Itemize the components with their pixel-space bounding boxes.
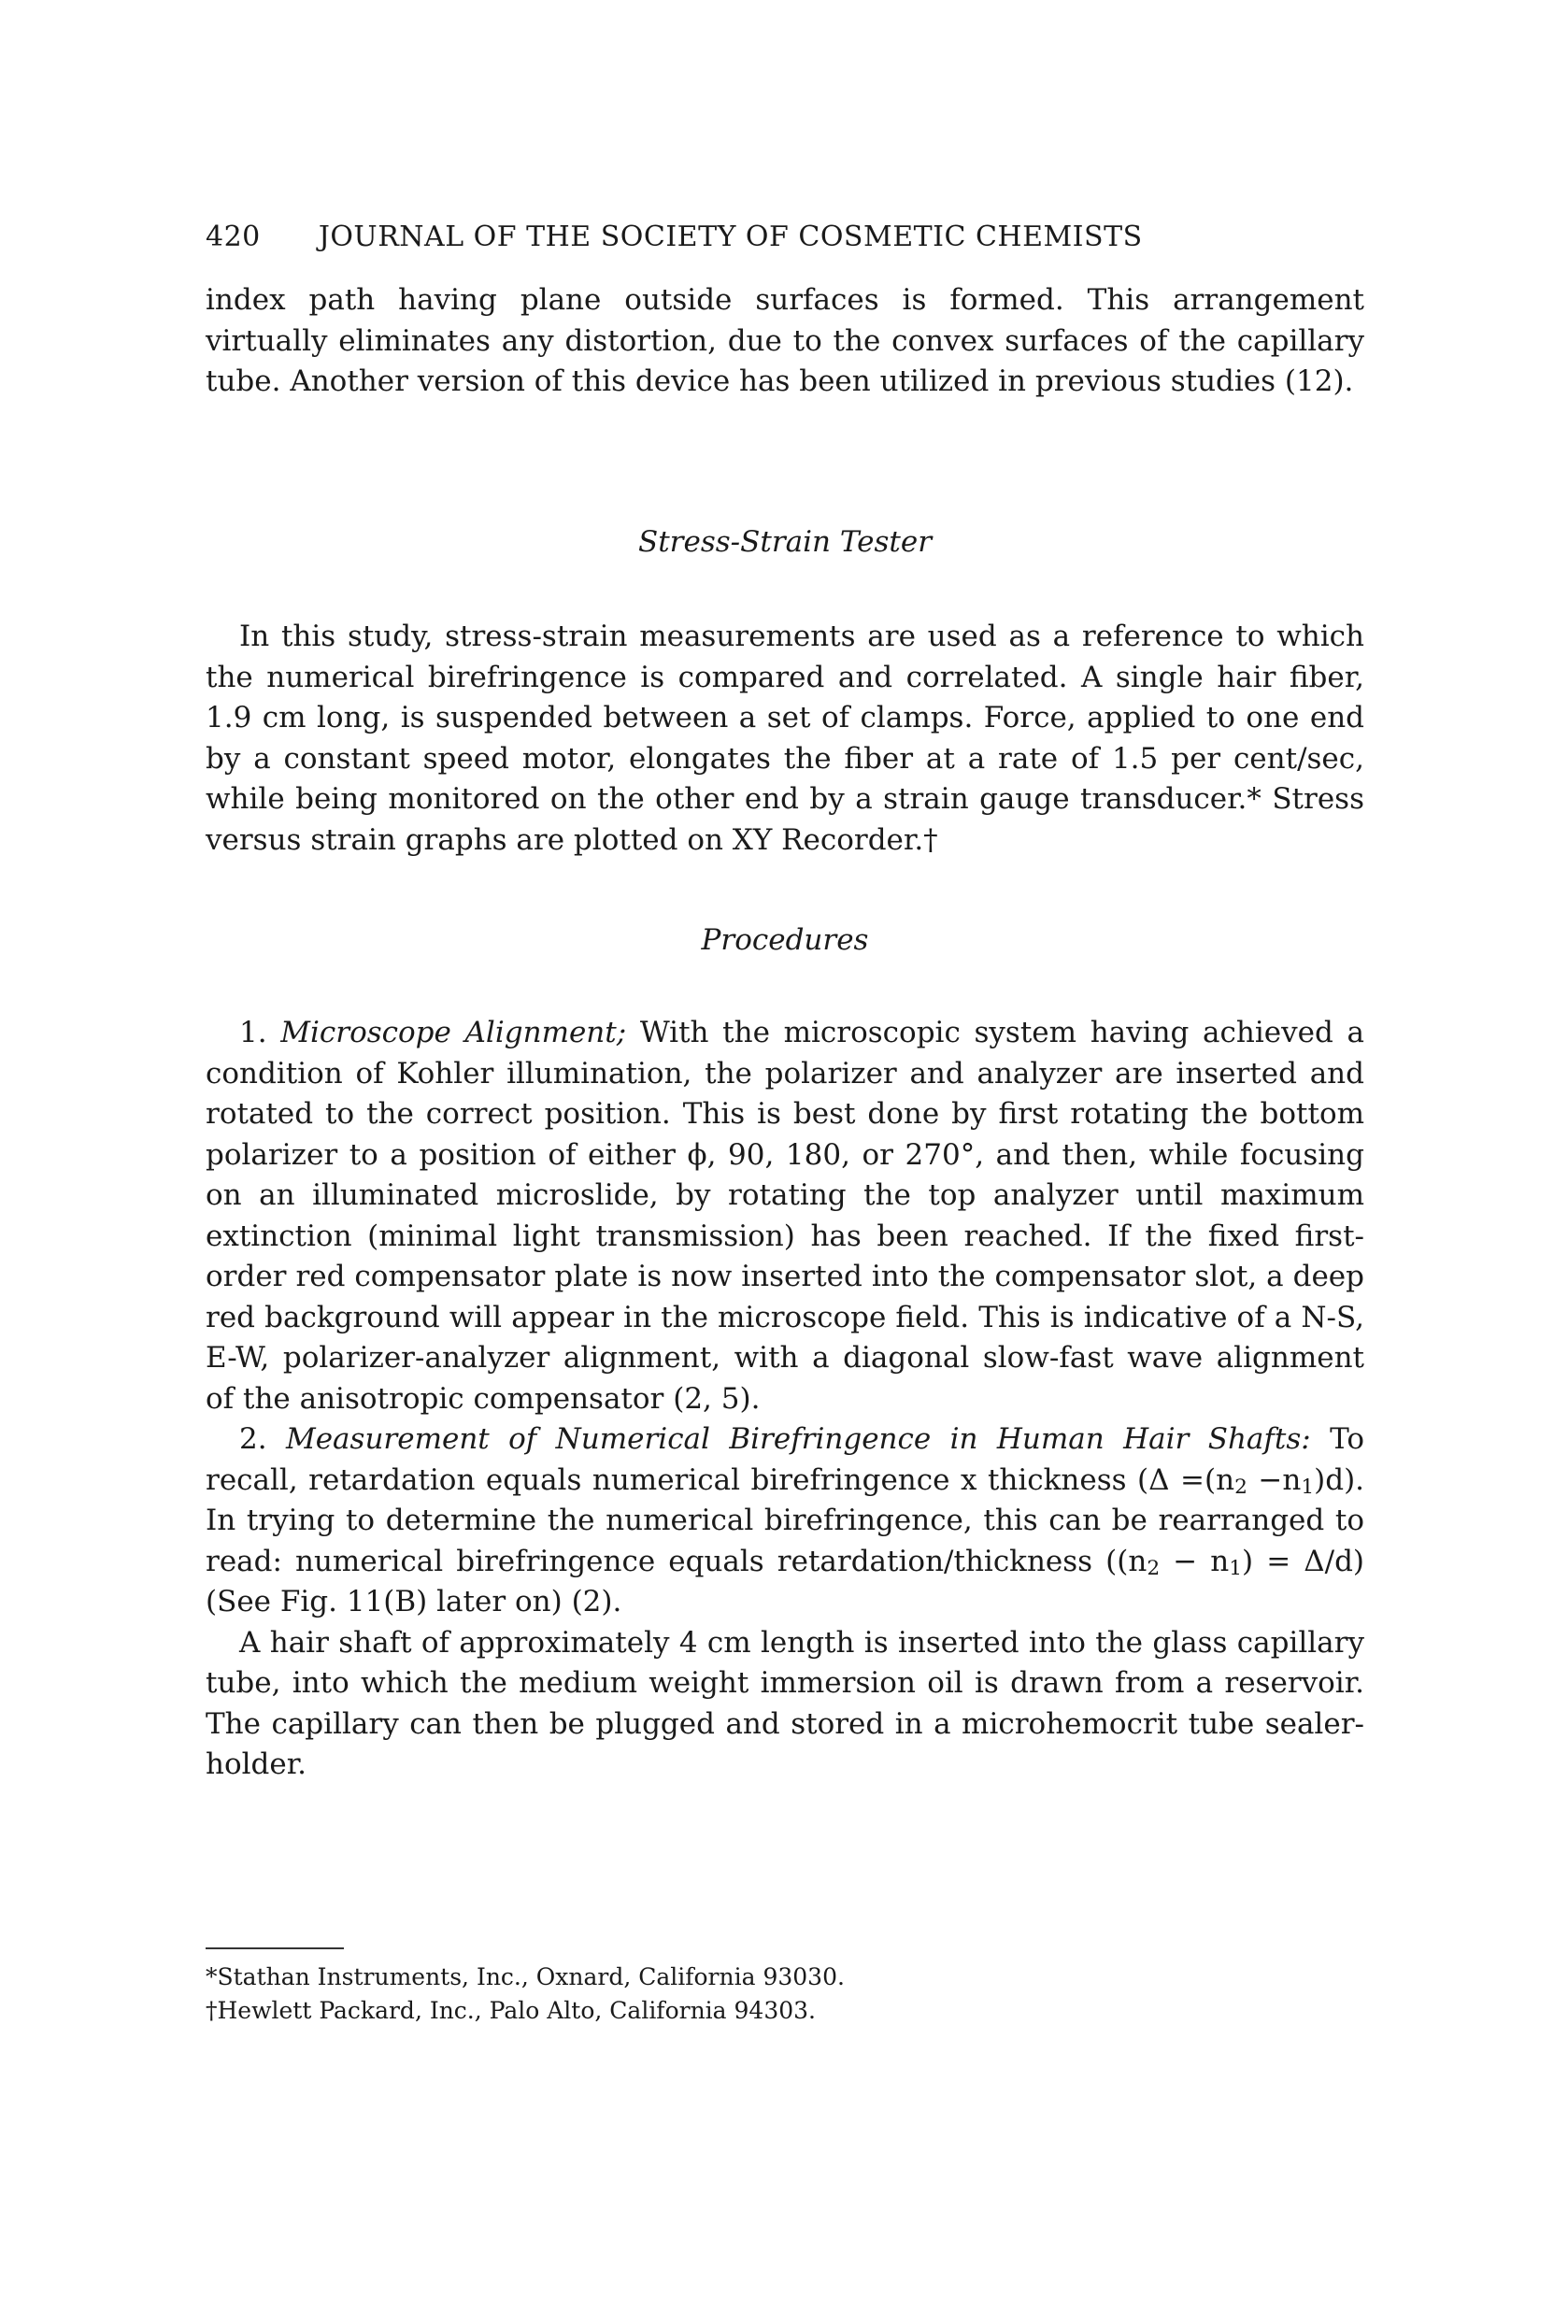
journal-title: JOURNAL OF THE SOCIETY OF COSMETIC CHEMISTS — [318, 221, 1143, 253]
footnote-divider — [206, 1947, 344, 1949]
procedure-item-2-text-a: To recall, retardation equals numerical birefringence x thickness (Δ =(n — [206, 1422, 1365, 1497]
subscript-1: 1 — [1301, 1475, 1315, 1499]
procedures-block — [206, 1013, 1364, 1786]
procedure-item-2-paragraph-2: A hair shaft of approximately 4 cm length is inserted into the glass capillary tube, into which the medium weight immersion oil is drawn from a reservoir. The capillary can then be plugged and stored in a microhemocrit tube sealer-holder. — [206, 1625, 1364, 1781]
subscript-2: 2 — [1234, 1475, 1247, 1499]
procedure-item-1-number: 1. — [239, 1016, 267, 1049]
procedure-item-2-text-d: − n — [1160, 1544, 1230, 1578]
procedure-item-2-text-e: ) = Δ/d) (See Fig. 11(B) later on) (2). — [206, 1544, 1365, 1618]
procedure-item-2-text-b: −n — [1247, 1462, 1302, 1497]
stress-strain-block — [206, 617, 1364, 861]
stress-strain-paragraph: In this study, stress-strain measurements are used as a reference to which the numerical birefringence is compared and correlated. A single hair fiber, 1.9 cm long, is suspended between a set of clamps. Force, applied to one end by a constant speed motor, elongates the fiber at a rate of 1.5 per cent/sec, while being monitored on the other end by a strain gauge transducer.* Stress versus strain graphs are plotted on XY Recorder.† — [206, 620, 1364, 857]
footnote-dagger: †Hewlett Packard, Inc., Palo Alto, California 94303. — [206, 1997, 816, 2024]
footnote-star: *Stathan Instruments, Inc., Oxnard, California 93030. — [206, 1963, 845, 1990]
procedure-item-1-text: With the microscopic system having achieved a condition of Kohler illumination, the polarizer and analyzer are inserted and rotated to the correct position. This is best done by first rotating the bottom polarizer to a position of either ϕ, 90, 180, or 270°, and then, while focusing on an illuminated microslide, by rotating the top analyzer until maximum extinction (minimal light transmission) has been reached. If the fixed first-order red compensator plate is now inserted into the compensator slot, a deep red background will appear in the microscope field. This is indicative of a N-S, E-W, polarizer-analyzer alignment, with a diagonal slow-fast wave alignment of the anisotropic compensator (2, 5). — [206, 1016, 1364, 1416]
intro-paragraph: index path having plane outside surfaces is formed. This arrangement virtually eliminates any distortion, due to the convex surfaces of the capillary tube. Another version of this device has been utilized in previous studies (12). — [206, 283, 1364, 398]
procedure-item-2-title: Measurement of Numerical Birefringence in Human Hair Shafts: — [285, 1422, 1311, 1456]
section-heading-stress-strain: Stress-Strain Tester — [637, 525, 933, 559]
procedure-item-2-number: 2. — [239, 1422, 267, 1456]
subscript-2b: 2 — [1147, 1556, 1161, 1580]
running-header — [206, 221, 1327, 258]
page-number: 420 — [206, 221, 261, 253]
footnotes — [206, 1960, 1364, 2028]
procedure-item-2-text-c: )d). In trying to determine the numerical birefringence, this can be rearranged to read: numerical birefringence equals retardation/thickness ((n — [206, 1462, 1365, 1578]
subscript-1b: 1 — [1229, 1556, 1243, 1580]
intro-block — [206, 280, 1364, 403]
procedure-item-1 — [206, 1013, 1364, 1419]
section-heading-procedures: Procedures — [701, 923, 869, 957]
procedure-item-2 — [206, 1419, 1364, 1623]
procedure-item-1-title: Microscope Alignment; — [280, 1016, 627, 1049]
